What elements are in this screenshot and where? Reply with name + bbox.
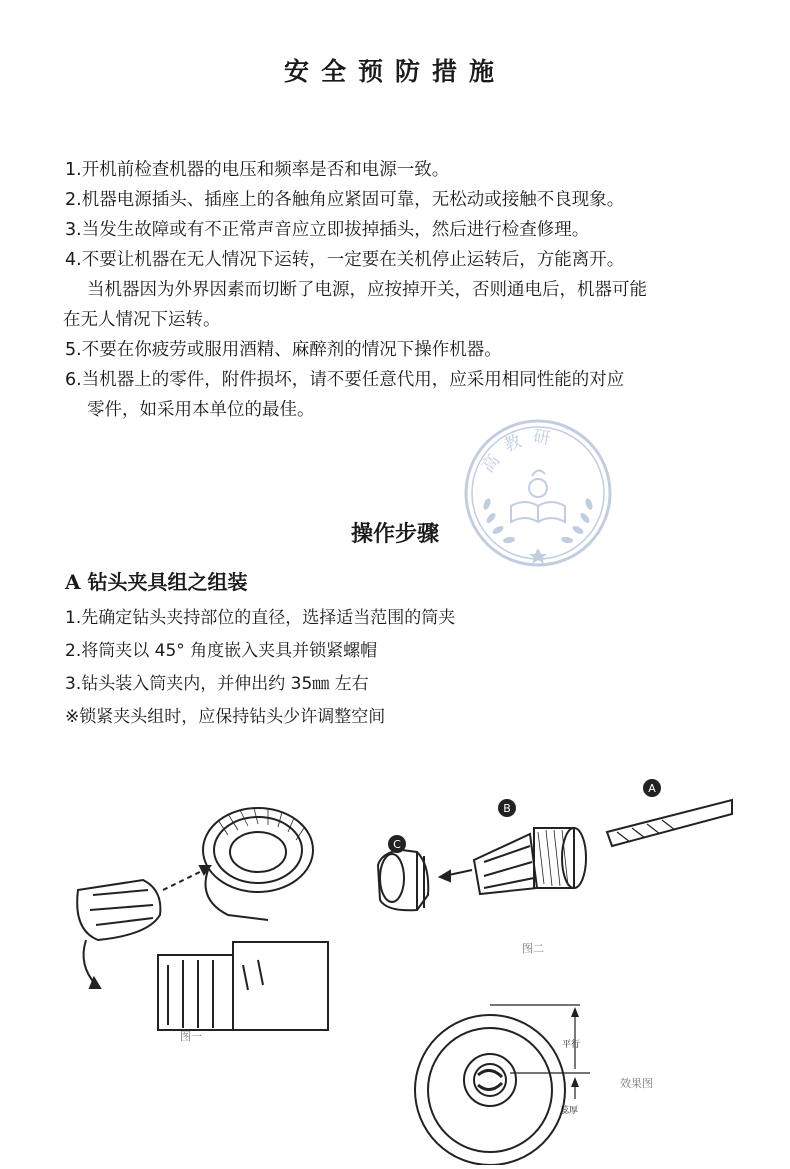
step-2: 2.将筒夹以 45° 角度嵌入夹具并锁紧螺帽 xyxy=(65,641,378,661)
rule-5: 5.不要在你疲劳或服用酒精、麻醉剂的情况下操作机器。 xyxy=(65,340,502,360)
figure-1-caption: 图一 xyxy=(180,1030,202,1043)
rule-6-continued: 零件，如采用本单位的最佳。 xyxy=(87,400,315,420)
safety-rules xyxy=(65,155,745,425)
figure-2-illustration xyxy=(362,770,737,960)
figure-1-illustration xyxy=(68,790,348,1050)
watermark-text: 高教研 xyxy=(478,426,562,477)
rule-2: 2.机器电源插头、插座上的各触角应紧固可靠，无松动或接触不良现象。 xyxy=(65,190,625,210)
rule-1: 1.开机前检查机器的电压和频率是否和电源一致。 xyxy=(65,160,450,180)
step-1: 1.先确定钻头夹持部位的直径，选择适当范围的筒夹 xyxy=(65,608,456,628)
label-b: B xyxy=(503,802,511,815)
figure-3-illustration xyxy=(410,995,680,1165)
rule-4-continued: 当机器因为外界因素而切断了电源，应按掉开关，否则通电后，机器可能 xyxy=(87,280,647,300)
svg-text:高教研 xyxy=(478,427,562,477)
label-thickness: 蕊厚 xyxy=(560,1106,579,1116)
rule-6: 6.当机器上的零件，附件损坏，请不要任意代用，应采用相同性能的对应 xyxy=(65,370,625,390)
label-c: C xyxy=(393,838,401,851)
rule-3: 3.当发生故障或有不正常声音应立即拔掉插头，然后进行检查修理。 xyxy=(65,220,590,240)
rule-4: 4.不要让机器在无人情况下运转，一定要在关机停止运转后，方能离开。 xyxy=(65,250,625,270)
figure-3-caption: 效果图 xyxy=(620,1077,653,1090)
label-a: A xyxy=(648,782,656,795)
operation-steps xyxy=(65,602,455,734)
page-title: 安全预防措施 xyxy=(283,57,506,86)
section-title: A 钻头夹具组之组装 xyxy=(65,570,248,594)
step-3: 3.钻头装入筒夹内，并伸出约 35㎜ 左右 xyxy=(65,674,369,694)
label-parallel: 平行 xyxy=(562,1040,581,1050)
rule-4-continued-2: 在无人情况下运转。 xyxy=(63,310,221,330)
step-note: ※锁紧夹头组时，应保持钻头少许调整空间 xyxy=(65,707,386,727)
figure-2-caption: 图二 xyxy=(522,942,544,955)
operation-title: 操作步骤 xyxy=(350,521,439,547)
